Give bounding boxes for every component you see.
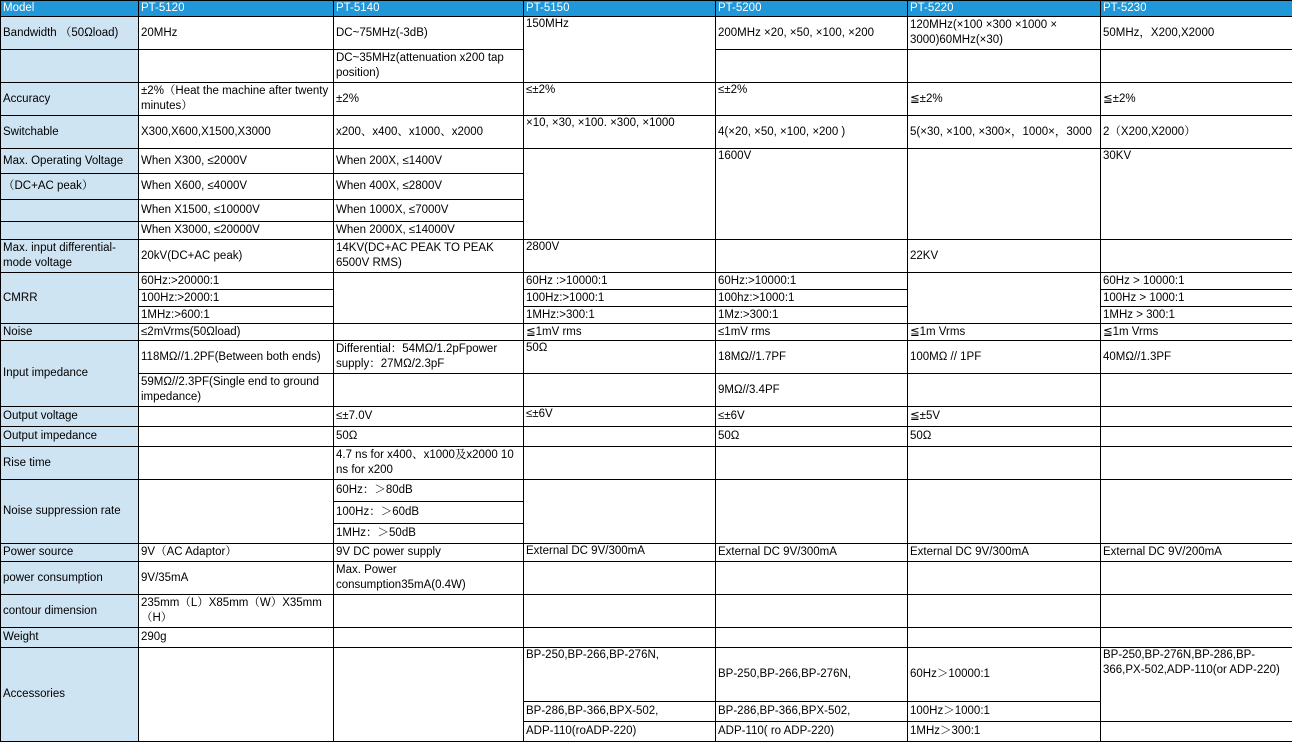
header-pt5150: PT-5150	[524, 1, 716, 17]
cell: When 1000X, ≤7000V	[334, 200, 524, 222]
cell	[716, 480, 908, 544]
cell: 1600V	[716, 149, 908, 240]
cell	[139, 50, 334, 83]
cell: When X1500, ≤10000V	[139, 200, 334, 222]
cell	[139, 407, 334, 427]
cell: 1Mz:>300:1	[716, 307, 908, 324]
cell: 1MHz＞300:1	[908, 722, 1101, 742]
cell: 30KV	[1101, 149, 1292, 240]
row-accessories	[1, 648, 1292, 702]
cell	[524, 628, 716, 648]
cell: External DC 9V/300mA	[524, 544, 716, 562]
label-switchable: Switchable	[1, 116, 139, 149]
cell	[908, 628, 1101, 648]
cell: External DC 9V/300mA	[908, 544, 1101, 562]
cell	[1101, 722, 1292, 742]
cell: 100hz:>1000:1	[716, 290, 908, 307]
cell: ≤±2%	[716, 83, 908, 116]
row-contour-dimension	[1, 595, 1292, 628]
label-weight: Weight	[1, 628, 139, 648]
cell	[908, 50, 1101, 83]
label-accuracy: Accuracy	[1, 83, 139, 116]
cell: 100Hz：＞60dB	[334, 502, 524, 524]
cell: 150MHz	[524, 17, 716, 83]
cell: 59MΩ//2.3PF(Single end to ground impedance)	[139, 374, 334, 407]
cell	[908, 374, 1101, 407]
row-switchable	[1, 116, 1292, 149]
cell: When 2000X, ≤14000V	[334, 222, 524, 240]
label-rise-time: Rise time	[1, 447, 139, 480]
cell: 40MΩ//1.3PF	[1101, 341, 1292, 374]
cell: ≦±2%	[1101, 83, 1292, 116]
row-noise	[1, 324, 1292, 341]
cell	[334, 273, 524, 324]
header-row	[1, 1, 1292, 17]
cell: 5(×30, ×100, ×300×，1000×，3000	[908, 116, 1101, 149]
header-pt5200: PT-5200	[716, 1, 908, 17]
cell	[908, 447, 1101, 480]
row-output-voltage	[1, 407, 1292, 427]
label-empty	[1, 50, 139, 83]
label-input-impedance: Input impedance	[1, 341, 139, 407]
row-rise-time	[1, 447, 1292, 480]
cell: 1MHz > 300:1	[1101, 307, 1292, 324]
cell: 100Hz:>1000:1	[524, 290, 716, 307]
cell: 60Hz:>10000:1	[716, 273, 908, 290]
cell	[908, 562, 1101, 595]
label-output-voltage: Output voltage	[1, 407, 139, 427]
cell: 9V/35mA	[139, 562, 334, 595]
cell: 1MHz:>600:1	[139, 307, 334, 324]
header-pt5230: PT-5230	[1101, 1, 1292, 17]
cell	[1101, 427, 1292, 447]
cell: 60Hz:>20000:1	[139, 273, 334, 290]
cell	[524, 480, 716, 544]
label-max-voltage: Max. Operating Voltage	[1, 149, 139, 174]
cell: 14KV(DC+AC PEAK TO PEAK 6500V RMS)	[334, 240, 524, 273]
cell: BP-250,BP-276N,BP-286,BP-366,PX-502,ADP-110(or ADP-220)	[1101, 648, 1292, 722]
cell: 235mm（L）X85mm（W）X35mm（H）	[139, 595, 334, 628]
cell	[524, 427, 716, 447]
cell: 50Ω	[524, 341, 716, 374]
cell: 1MHz:>300:1	[524, 307, 716, 324]
cell: ≤1mV rms	[716, 324, 908, 341]
row-accuracy	[1, 83, 1292, 116]
cell: 2800V	[524, 240, 716, 273]
cell: 60Hz：＞80dB	[334, 480, 524, 502]
cell	[716, 562, 908, 595]
header-model: Model	[1, 1, 139, 17]
cell	[908, 595, 1101, 628]
cell: ≦1m Vrms	[908, 324, 1101, 341]
cell	[524, 149, 716, 240]
cell: BP-286,BP-366,BPX-502,	[524, 702, 716, 722]
cell	[1101, 50, 1292, 83]
cell	[908, 149, 1101, 240]
cell	[716, 240, 908, 273]
label-cmrr: CMRR	[1, 273, 139, 324]
row-input-impedance	[1, 341, 1292, 374]
row-input-impedance-2	[1, 374, 1292, 407]
cell	[139, 648, 334, 742]
cell: When 200X, ≤1400V	[334, 149, 524, 174]
row-output-impedance	[1, 427, 1292, 447]
label-noise: Noise	[1, 324, 139, 341]
cell: 50Ω	[334, 427, 524, 447]
cell: 100MΩ // 1PF	[908, 341, 1101, 374]
header-pt5120: PT-5120	[139, 1, 334, 17]
cell: 4(×20, ×50, ×100, ×200 )	[716, 116, 908, 149]
cell: ADP-110( ro ADP-220)	[716, 722, 908, 742]
cell: 4.7 ns for x400、x1000及x2000 10 ns for x200	[334, 447, 524, 480]
label-accessories: Accessories	[1, 648, 139, 742]
cell: ≤2mVrms(50Ωload)	[139, 324, 334, 341]
cell: 100Hz > 1000:1	[1101, 290, 1292, 307]
cell: 18MΩ//1.7PF	[716, 341, 908, 374]
label-contour-dimension: contour dimension	[1, 595, 139, 628]
cell: 50MHz，X200,X2000	[1101, 17, 1292, 50]
row-power-source	[1, 544, 1292, 562]
row-max-input	[1, 240, 1292, 273]
cell: 2（X200,X2000）	[1101, 116, 1292, 149]
cell: 60Hz＞10000:1	[908, 648, 1101, 702]
cell	[1101, 595, 1292, 628]
cell: ≤±7.0V	[334, 407, 524, 427]
cell: When 400X, ≤2800V	[334, 174, 524, 200]
cell	[1101, 407, 1292, 427]
cell: 9V DC power supply	[334, 544, 524, 562]
row-cmrr	[1, 273, 1292, 290]
cell: 50Ω	[716, 427, 908, 447]
cell: BP-250,BP-266,BP-276N,	[524, 648, 716, 702]
cell: Differential：54MΩ/1.2pFpower supply：27MΩ/2.3pF	[334, 341, 524, 374]
cell: When X600, ≤4000V	[139, 174, 334, 200]
cell	[716, 447, 908, 480]
row-weight	[1, 628, 1292, 648]
row-power-consumption	[1, 562, 1292, 595]
header-pt5220: PT-5220	[908, 1, 1101, 17]
label-bandwidth: Bandwidth （50Ωload)	[1, 17, 139, 50]
label-noise-suppression: Noise suppression rate	[1, 480, 139, 544]
cell	[524, 374, 716, 407]
cell	[1101, 480, 1292, 544]
cell: 20kV(DC+AC peak)	[139, 240, 334, 273]
label-output-impedance: Output impedance	[1, 427, 139, 447]
cell: 200MHz ×20, ×50, ×100, ×200	[716, 17, 908, 50]
row-bandwidth	[1, 17, 1292, 50]
cell: 100Hz＞1000:1	[908, 702, 1101, 722]
cell	[908, 273, 1101, 324]
cell	[1101, 628, 1292, 648]
cell: 1MHz：＞50dB	[334, 524, 524, 544]
cell	[524, 562, 716, 595]
cell: 60Hz > 10000:1	[1101, 273, 1292, 290]
cell	[334, 324, 524, 341]
cell: ±2%	[334, 83, 524, 116]
cell: ≦1m Vrms	[1101, 324, 1292, 341]
cell: 9V（AC Adaptor）	[139, 544, 334, 562]
cell	[139, 480, 334, 544]
cell: 20MHz	[139, 17, 334, 50]
cell	[716, 595, 908, 628]
cell	[139, 427, 334, 447]
cell	[1101, 240, 1292, 273]
cell: BP-250,BP-266,BP-276N,	[716, 648, 908, 702]
cell	[139, 447, 334, 480]
cell: ≦1mV rms	[524, 324, 716, 341]
cell: ≤±6V	[716, 407, 908, 427]
cell: When X300, ≤2000V	[139, 149, 334, 174]
label-dc-ac-peak: （DC+AC peak）	[1, 174, 139, 200]
cell: ADP-110(roADP-220)	[524, 722, 716, 742]
cell: 9MΩ//3.4PF	[716, 374, 908, 407]
label-power-source: Power source	[1, 544, 139, 562]
cell: When X3000, ≤20000V	[139, 222, 334, 240]
cell: External DC 9V/300mA	[716, 544, 908, 562]
cell: ≤±2%	[524, 83, 716, 116]
cell: 100Hz:>2000:1	[139, 290, 334, 307]
cell	[1101, 374, 1292, 407]
cell: ×10, ×30, ×100. ×300, ×1000	[524, 116, 716, 149]
cell: ≤±6V	[524, 407, 716, 427]
row-noise-suppression	[1, 480, 1292, 502]
label-power-consumption: power consumption	[1, 562, 139, 595]
cell	[524, 595, 716, 628]
cell	[908, 480, 1101, 544]
cell: DC~35MHz(attenuation x200 tap position)	[334, 50, 524, 83]
cell	[334, 648, 524, 742]
cell	[716, 50, 908, 83]
cell: x200、x400、x1000、x2000	[334, 116, 524, 149]
cell	[334, 595, 524, 628]
header-pt5140: PT-5140	[334, 1, 524, 17]
cell: 290g	[139, 628, 334, 648]
cell: 50Ω	[908, 427, 1101, 447]
cell	[524, 447, 716, 480]
cell: 118MΩ//1.2PF(Between both ends)	[139, 341, 334, 374]
cell: BP-286,BP-366,BPX-502,	[716, 702, 908, 722]
cell: DC~75MHz(-3dB)	[334, 17, 524, 50]
cell: 22KV	[908, 240, 1101, 273]
cell	[334, 628, 524, 648]
cell: ±2%（Heat the machine after twenty minutes）	[139, 83, 334, 116]
cell: Max. Power consumption35mA(0.4W)	[334, 562, 524, 595]
cell: ≦±2%	[908, 83, 1101, 116]
cell	[334, 374, 524, 407]
cell: 60Hz :>10000:1	[524, 273, 716, 290]
cell: 120MHz(×100 ×300 ×1000 × 3000)60MHz(×30)	[908, 17, 1101, 50]
cell	[1101, 562, 1292, 595]
label-empty	[1, 222, 139, 240]
cell	[1101, 447, 1292, 480]
label-empty	[1, 200, 139, 222]
cell: X300,X600,X1500,X3000	[139, 116, 334, 149]
cell: ≦±5V	[908, 407, 1101, 427]
cell	[716, 628, 908, 648]
label-max-input: Max. input differential-mode voltage	[1, 240, 139, 273]
cell: External DC 9V/200mA	[1101, 544, 1292, 562]
row-max-voltage	[1, 149, 1292, 174]
